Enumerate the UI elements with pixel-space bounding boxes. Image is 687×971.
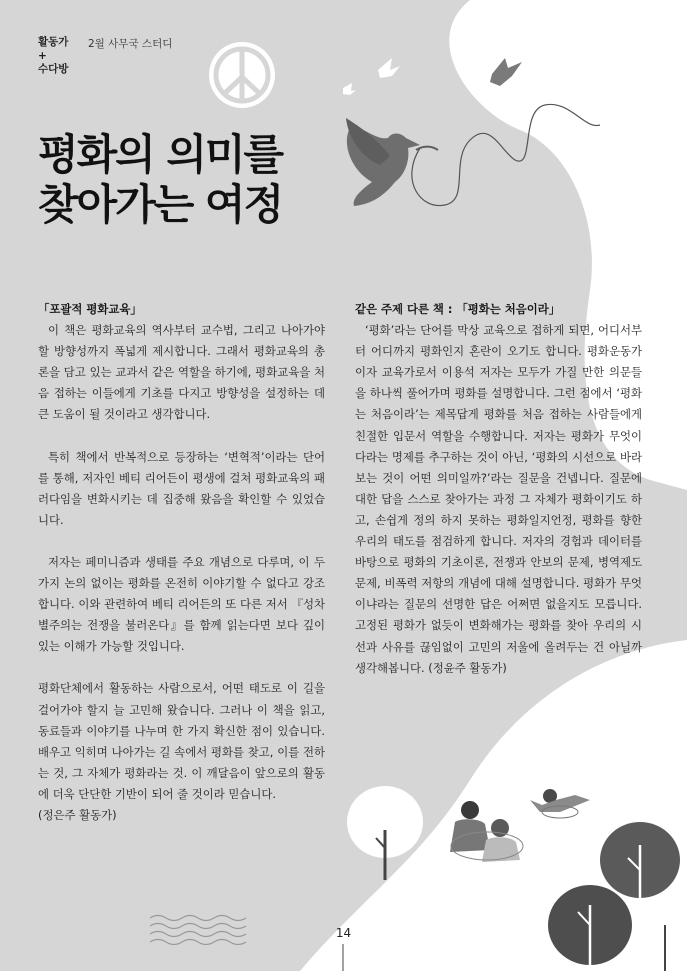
page-number: 14: [335, 926, 352, 940]
section-tag-line1: 활동가: [38, 36, 69, 48]
left-author: (정은주 활동가): [38, 807, 117, 822]
section-tag-line2: +: [38, 49, 47, 62]
issue-label: 2월 사무국 스터디: [88, 38, 173, 50]
right-column: [355, 299, 642, 679]
left-paragraph-4: 평화단체에서 활동하는 사람으로서, 어떤 태도로 이 길을 걸어가야 할지 늘 고민해 왔습니다. 그러나 이 책을 읽고, 동료들과 이야기를 나누며 한 가지 확신한 점이 있습니다. 배우고 익히며 나아가는 길 속에서 평화를 찾고, 이를 전하는 것, 그 자체가 평화라는 것. 이 깨달음이 앞으로의 활동에 더욱 단단한 기반이 되어 줄 것이라 믿습니다.: [38, 681, 325, 801]
peace-sign-icon: [209, 42, 275, 108]
left-column-heading: 「포괄적 평화교육」: [38, 302, 142, 316]
right-column-heading: 같은 주제 다른 책 : 「평화는 처음이라」: [355, 302, 561, 316]
right-paragraph-1: ‘평화’라는 단어를 막상 교육으로 접하게 되면, 어디서부터 어디까지 평화인지 혼란이 오기도 합니다. 평화운동가이자 교육가로서 이용석 저자는 모두가 가질 만한 의문들을 하나씩 풀어가며 평화를 설명합니다. 그런 점에서 ‘평화는 처음이라’는 제목답게 평화를 처음 접하는 사람들에게 친절한 입문서 역할을 수행합니다. 저자는 평화가 무엇이다라는 명제를 추구하는 것이 아닌, ‘평화의 시선으로 바라보는 것이 어떤 의미일까?’라는 질문을 건넵니다. 질문에 대한 답을 스스로 찾아가는 과정 그 자체가 평화이기도 하고, 손쉽게 정의 하지 못하는 평화일지언정, 평화를 향한 우리의 태도를 점검하게 합니다. 저자의 경험과 데이터를 바탕으로 평화의 기초이론, 전쟁과 안보의 문제, 병역제도 문제, 비폭력 저항의 개념에 대해 설명합니다. 평화가 무엇이냐라는 질문의 선명한 답은 어쩌면 없을지도 모릅니다. 고정된 평화가 없듯이 변화해가는 평화를 찾아 우리의 시선과 사유를 끊임없이 고민의 저울에 올려두는 건 아닐까 생각해봅니다. (정윤주 활동가): [355, 323, 642, 675]
page-title: [38, 130, 282, 230]
small-dove-icon: [343, 58, 400, 95]
left-paragraph-2: 특히 책에서 반복적으로 등장하는 ‘변혁적’이라는 단어를 통해, 저자인 베티 리어든이 평생에 걸쳐 평화교육의 패러다임을 변화시키는 데 집중해 왔음을 확인할 수 있었습니다.: [38, 449, 325, 527]
page-title-line1: 평화의 의미를: [38, 130, 283, 179]
section-tag-line3: 수다방: [38, 63, 69, 75]
dove-icon: [346, 118, 420, 206]
section-tag: [38, 36, 68, 77]
left-column: [38, 299, 325, 826]
left-paragraph-3: 저자는 페미니즘과 생태를 주요 개념으로 다루며, 이 두 가지 논의 없이는 평화를 온전히 이야기할 수 없다고 강조합니다. 이와 관련하여 베티 리어든의 또 다른 저서 『성차별주의는 전쟁을 불러온다』를 함께 읽는다면 보다 깊이 있는 이해가 가능할 것입니다.: [38, 554, 325, 654]
left-paragraph-1: 이 책은 평화교육의 역사부터 교수법, 그리고 나아가야 할 방향성까지 폭넓게 제시합니다. 그래서 평화교육의 총론을 담고 있는 교과서 같은 역할을 하기에, 평화교육을 처음 접하는 이들에게 기초를 다지고 방향성을 설정하는 데 큰 도움이 될 것이라고 생각합니다.: [38, 323, 325, 422]
page-title-line2: 찾아가는 여정: [38, 180, 283, 229]
